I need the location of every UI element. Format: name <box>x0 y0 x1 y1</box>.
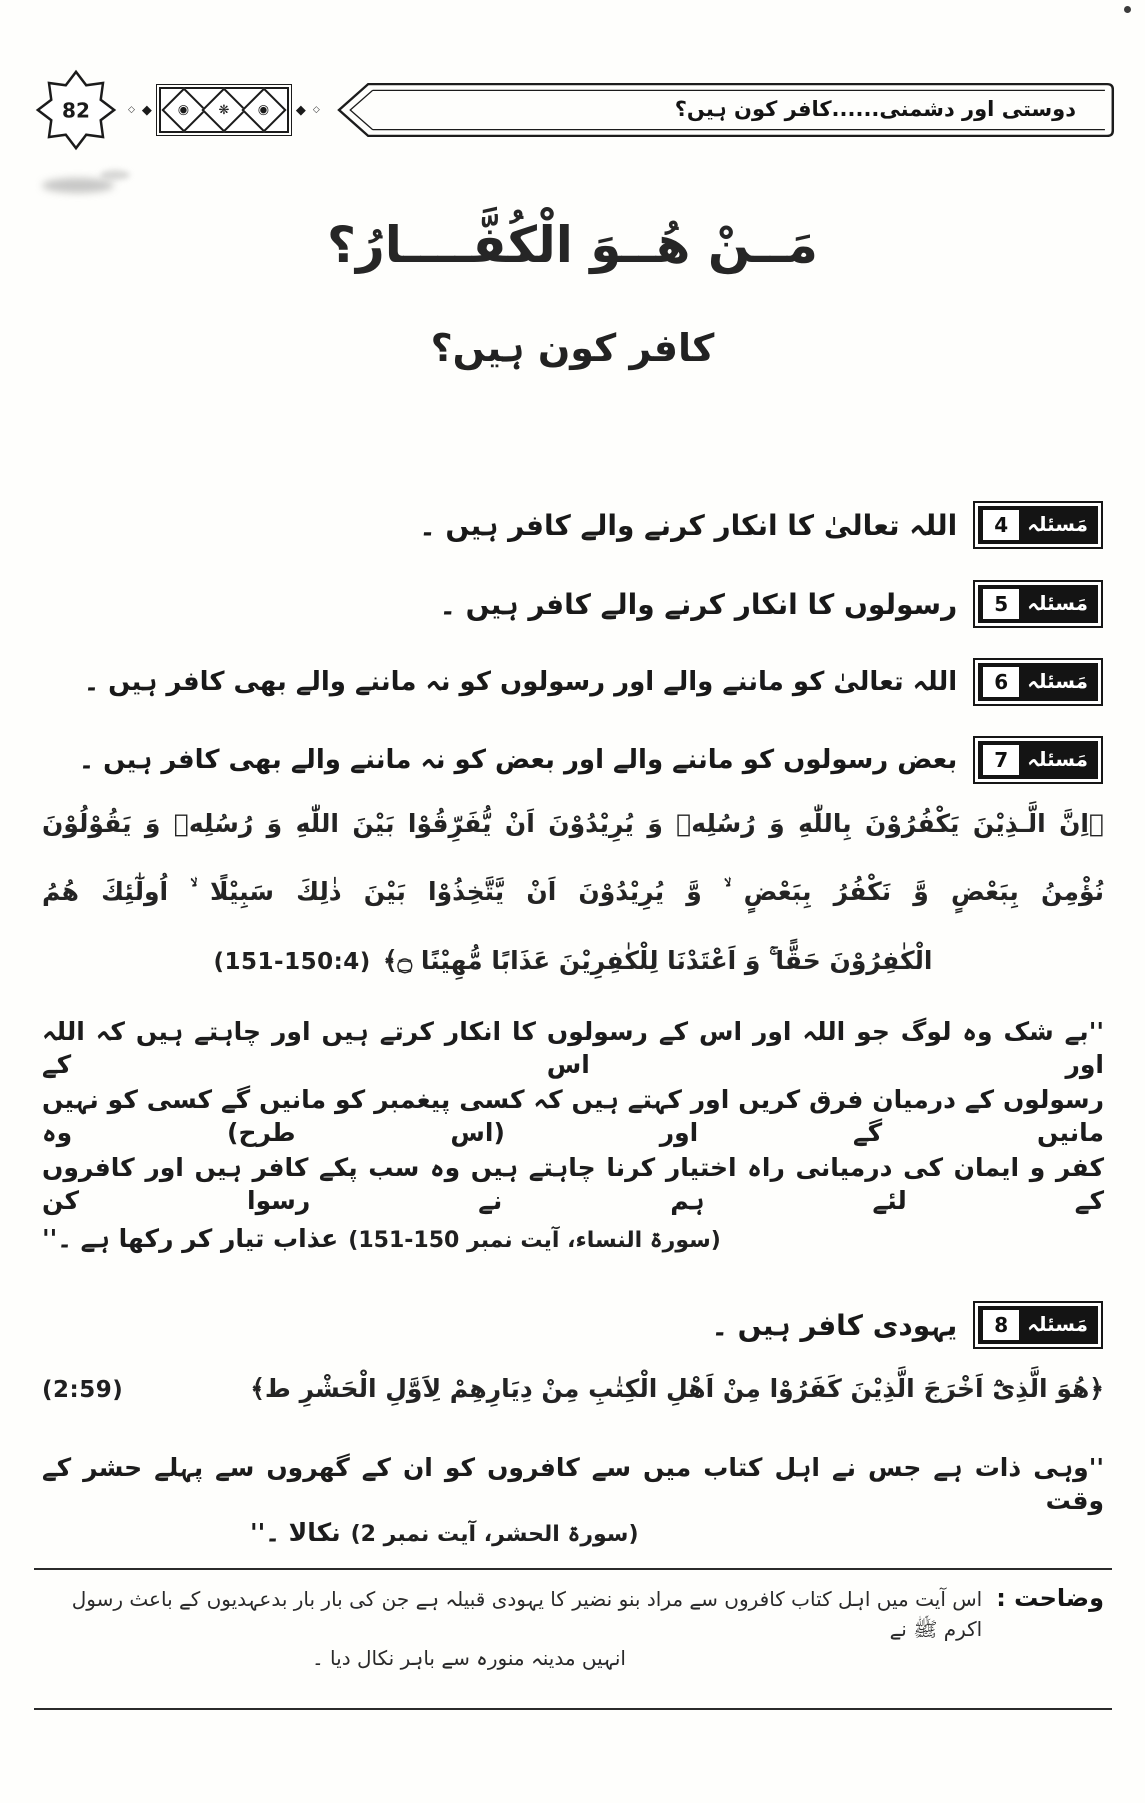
verse-line: ﴿اِنَّ الَّـذِيْنَ يَكْفُرُوْنَ بِاللّٰهِ وَ رُسُلِهٖ وَ يُرِيْدُوْنَ اَنْ يُّفَرِّقُوْا بَيْنَ اللّٰهِ وَ رُسُلِهٖ وَ يَقُوْلُوْنَ <box>42 809 1104 838</box>
masla-badge-number: 8 <box>983 1310 1019 1340</box>
masla-badge <box>973 501 1103 549</box>
masla-row-8 <box>711 1295 1103 1355</box>
header-banner <box>330 81 1116 139</box>
translation-last-line <box>42 1224 1104 1253</box>
translation-line: ''بے شک وہ لوگ جو اللہ اور اس کے رسولوں کا انکار کرتے ہیں اور چاہتے ہیں کہ اللہ اور اس کے <box>42 1017 1104 1079</box>
masla-text: اللہ تعالیٰ کو ماننے والے اور رسولوں کو نہ ماننے والے بھی کافر ہیں ۔ <box>83 667 958 697</box>
surah-reference: (سورۃ الحشر، آیت نمبر 2) <box>350 1522 639 1547</box>
verse-text: ﴿هُوَ الَّذِىْٓ اَخْرَجَ الَّذِيْنَ كَفَرُوْا مِنْ اَهْلِ الْكِتٰبِ مِنْ دِيَارِهِمْ لِاَوَّلِ الْحَشْرِ ط﴾ <box>250 1374 1104 1403</box>
translation-line: ''وہی ذات ہے جس نے اہل کتاب میں سے کافروں کو ان کے گھروں سے پہلے حشر کے وقت <box>42 1453 1104 1515</box>
sparkle-icon: ◇ <box>312 104 320 115</box>
masla-badge-label: مَسئلہ <box>1027 669 1088 693</box>
masla-text: یہودی کافر ہیں ۔ <box>711 1308 958 1342</box>
masla-row-7 <box>79 730 1103 790</box>
verse-line: الْكٰفِرُوْنَ حَقًّا ۚ وَ اَعْتَدْنَا لِلْكٰفِرِيْنَ عَذَابًا مُّهِيْنًا ۝﴾ <box>382 946 933 975</box>
masla-badge-label: مَسئلہ <box>1027 591 1088 615</box>
masla-badge-number: 5 <box>983 589 1019 619</box>
rosette-icon: ❋ <box>201 87 246 132</box>
masla-badge-label: مَسئلہ <box>1027 1312 1088 1336</box>
running-head-title: دوستی اور دشمنی......کافر کون ہیں؟ <box>674 97 1076 122</box>
translation-line: رسولوں کے درمیان فرق کریں اور کہتے ہیں کہ کسی پیغمبر کو مانیں گے کسی کو نہیں مانیں گے اور (اس طرح) وہ <box>42 1085 1104 1147</box>
rosette-frame-icon <box>159 87 289 133</box>
rosette-icon: ◉ <box>241 87 286 132</box>
chapter-title-urdu: کافر کون ہیں؟ <box>430 326 715 370</box>
masla-badge <box>973 658 1103 706</box>
masla-badge-number: 6 <box>983 667 1019 697</box>
verse-last-line <box>42 946 1104 976</box>
masla-row-4 <box>419 495 1103 555</box>
explanation-text: انہیں مدینہ منورہ سے باہر نکال دیا ۔ <box>311 1646 626 1670</box>
translation-line: عذاب تیار کر رکھا ہے ۔'' <box>42 1224 339 1253</box>
masla-badge-number: 7 <box>983 745 1019 775</box>
masla-row-5 <box>439 574 1103 634</box>
explanation-label: وضاحت : <box>996 1584 1104 1612</box>
horizontal-rule <box>34 1708 1112 1710</box>
verse-reference: (151-150:4) <box>213 949 371 975</box>
surah-reference: (سورۃ النساء، آیت نمبر 150-151) <box>348 1228 721 1253</box>
header-ornament-icon <box>124 87 324 133</box>
explanation-section <box>42 1584 1104 1644</box>
masla-text: بعض رسولوں کو ماننے والے اور بعض کو نہ ماننے والے بھی کافر ہیں ۔ <box>78 745 958 775</box>
masla-badge <box>973 1301 1103 1349</box>
masla-badge <box>973 736 1103 784</box>
page-header <box>34 68 1116 152</box>
masla-badge-label: مَسئلہ <box>1027 512 1088 536</box>
rosette-icon: ◉ <box>161 87 206 132</box>
chapter-title-arabic: مَــنْ هُــوَ الْكُفَّــــارُ؟ <box>326 216 819 274</box>
page-number-star-icon <box>34 68 118 152</box>
scan-smudge <box>42 178 114 193</box>
horizontal-rule <box>34 1568 1112 1570</box>
masla-text: رسولوں کا انکار کرنے والے کافر ہیں ۔ <box>439 587 958 621</box>
masla-badge <box>973 580 1103 628</box>
page-number: 82 <box>62 98 90 123</box>
masla-text: اللہ تعالیٰ کا انکار کرنے والے کافر ہیں ۔ <box>419 508 958 542</box>
explanation-text: اس آیت میں اہل کتاب کافروں سے مراد بنو نضیر کا یہودی قبیلہ ہے جن کی بار بار بدعہدیوں کے باعث رسول اکرم ﷺ نے <box>71 1587 983 1641</box>
verse-line-2 <box>42 1374 1104 1403</box>
translation-last-line <box>42 1518 1104 1547</box>
scan-smudge <box>100 170 130 180</box>
verse-line: نُؤْمِنُ بِبَعْضٍ وَّ نَكْفُرُ بِبَعْضٍ ۙ وَّ يُرِيْدُوْنَ اَنْ يَّتَّخِذُوْا بَيْنَ ذٰلِكَ سَبِيْلًا ۙ اُولٰٓئِكَ هُمُ <box>42 877 1104 906</box>
masla-badge-label: مَسئلہ <box>1027 747 1088 771</box>
sparkle-icon: ◆ <box>141 102 152 118</box>
masla-badge-number: 4 <box>983 510 1019 540</box>
sparkle-icon: ◆ <box>295 102 306 118</box>
sparkle-icon: ◇ <box>128 104 135 115</box>
verse-reference: (2:59) <box>42 1377 124 1403</box>
masla-row-6 <box>84 652 1103 712</box>
translation-line: نکالا ۔'' <box>250 1518 341 1547</box>
ink-dot-artifact <box>1124 6 1131 13</box>
translation-line: کفر و ایمان کی درمیانی راہ اختیار کرنا چاہتے ہیں وہ سب پکے کافر ہیں اور کافروں کے لئے ہم نے رسوا کن <box>42 1153 1104 1215</box>
